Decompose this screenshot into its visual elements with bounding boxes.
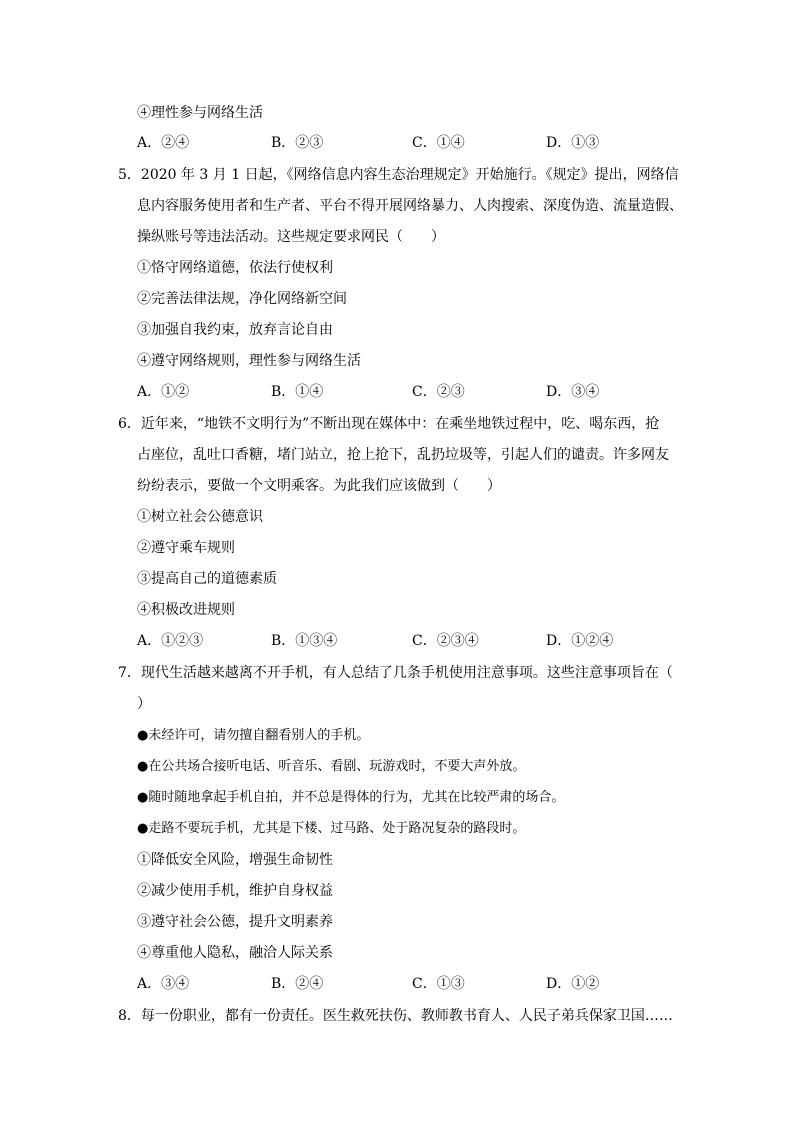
q5-item-3: ③加强自我约束，放弃言论自由: [137, 322, 333, 338]
q7-option-c: C．①③: [412, 976, 465, 992]
q6-stem-line-1: 6．近年来，“地铁不文明行为”不断出现在媒体中：在乘坐地铁过程中，吃、喝东西，抢: [118, 416, 660, 432]
q6-option-d: D．①②④: [546, 633, 614, 649]
q7-option-d: D．①②: [546, 976, 600, 992]
q5-item-2: ②完善法律法规，净化网络新空间: [137, 291, 347, 307]
q7-options: [0, 975, 794, 993]
q7-item-1: ①降低安全风险，增强生命韧性: [137, 852, 333, 868]
q4-option-a: A．②④: [137, 135, 190, 151]
q6-item-2: ②遵守乘车规则: [137, 540, 235, 556]
q7-bullet-2: ●在公共场合接听电话、听音乐、看剧、玩游戏时，不要大声外放。: [137, 759, 526, 774]
q4-options: [0, 134, 794, 152]
q7-item-2: ②减少使用手机，维护自身权益: [137, 883, 333, 899]
q5-option-a: A．①②: [137, 384, 190, 400]
q6-item-3: ③提高自己的道德素质: [137, 571, 277, 587]
q5-option-c: C．②③: [412, 384, 465, 400]
q6-stem-line-2: 占座位，乱吐口香糖，堵门站立，抢上抢下，乱扔垃圾等，引起人们的谴责。许多网友: [137, 447, 669, 463]
q6-option-b: B．①③④: [271, 633, 338, 649]
q4-item-4: ④理性参与网络生活: [137, 105, 263, 121]
q5-option-d: D．③④: [546, 384, 600, 400]
q4-option-b: B．②③: [271, 135, 324, 151]
q6-options: [0, 632, 794, 650]
q4-option-d: D．①③: [546, 135, 600, 151]
q7-option-a: A．③④: [137, 976, 190, 992]
q7-item-3: ③遵守社会公德，提升文明素养: [137, 914, 333, 930]
q7-bullet-4: ●走路不要玩手机，尤其是下楼、过马路、处于路况复杂的路段时。: [137, 821, 526, 836]
q5-stem-line-3: 操纵账号等违法活动。这些规定要求网民（ ）: [137, 229, 445, 245]
q5-item-4: ④遵守网络规则，理性参与网络生活: [137, 353, 361, 369]
q5-stem-line-1: 5．2020 年 3 月 1 日起，《网络信息内容生态治理规定》开始施行。《规定》提出，网络信: [118, 167, 679, 183]
q7-bullet-1: ●未经许可，请勿擅自翻看别人的手机。: [137, 728, 370, 743]
q7-item-4: ④尊重他人隐私，融洽人际关系: [137, 945, 333, 961]
q6-option-c: C．②③④: [412, 633, 479, 649]
q8-stem-line-1: 8．每一份职业，都有一份责任。医生救死扶伤、教师教书育人、人民子弟兵保家卫国……: [118, 1008, 673, 1024]
q7-bullet-3: ●随时随地拿起手机自拍，并不总是得体的行为，尤其在比较严肃的场合。: [137, 790, 565, 805]
q6-option-a: A．①②③: [137, 633, 204, 649]
q5-options: [0, 383, 794, 401]
q6-item-1: ①树立社会公德意识: [137, 509, 263, 525]
q5-item-1: ①恪守网络道德，依法行使权利: [137, 260, 333, 276]
q7-option-b: B．②④: [271, 976, 324, 992]
q7-stem-line-2: ）: [137, 696, 151, 712]
q7-stem-line-1: 7．现代生活越来越离不开手机，有人总结了几条手机使用注意事项。这些注意事项旨在（: [118, 665, 673, 681]
q5-option-b: B．①④: [271, 384, 324, 400]
q6-stem-line-3: 纷纷表示，要做一个文明乘客。为此我们应该做到（ ）: [137, 478, 501, 494]
q5-stem-line-2: 息内容服务使用者和生产者、平台不得开展网络暴力、人肉搜索、深度伪造、流量造假、: [137, 198, 683, 214]
q6-item-4: ④积极改进规则: [137, 602, 235, 618]
q4-option-c: C．①④: [412, 135, 465, 151]
